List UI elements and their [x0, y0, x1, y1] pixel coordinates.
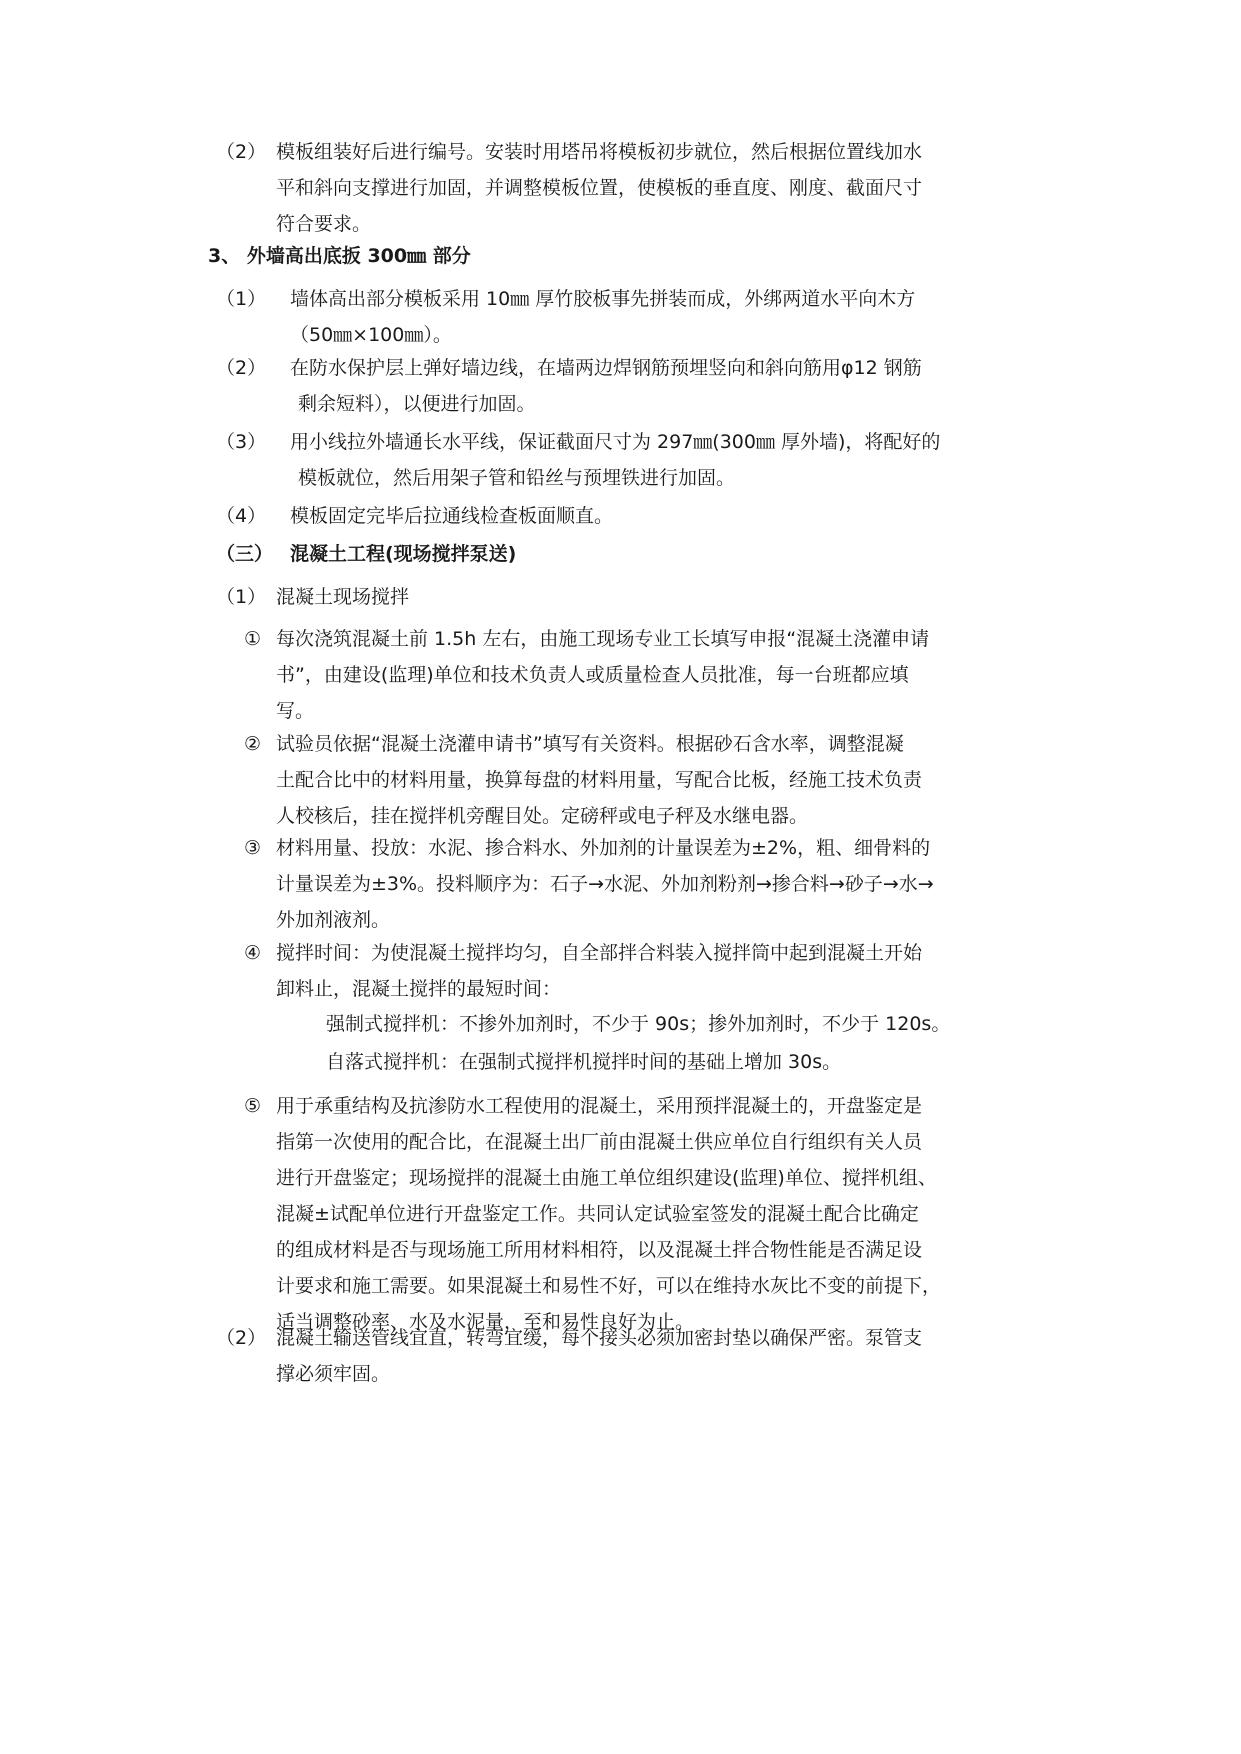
paragraph-mixing-time — [276, 935, 942, 1007]
paragraph-wall-line — [290, 350, 942, 422]
text-line: 材料用量、投放：水泥、掺合料水、外加剂的计量误差为±2%，粗、细骨料的 — [276, 837, 931, 859]
paragraph-material-dosage — [276, 830, 942, 938]
text-line: 每次浇筑混凝土前 1.5h 左右，由施工现场专业工长填写申报“混凝土浇灌申请 — [276, 628, 930, 650]
text-line: 模板就位，然后用架子管和铅丝与预埋铁进行加固。 — [298, 467, 736, 489]
text-line: 剩余短料），以便进行加固。 — [298, 393, 536, 415]
text-line: 模板固定完毕后拉通线检查板面顺直。 — [290, 505, 614, 527]
paragraph-pour-application — [276, 621, 942, 729]
paragraph-template-check — [290, 498, 942, 534]
text-line: 计要求和施工需要。如果混凝土和易性不好，可以在维持水灰比不变的前提下， — [276, 1275, 942, 1297]
text-line: 计量误差为±3%。投料顺序为：石子→水泥、外加剂粉剂→掺合料→砂子→水→ — [276, 873, 934, 895]
text-line: 平和斜向支撑进行加固，并调整模板位置，使模板的垂直度、刚度、截面尺寸 — [276, 177, 923, 199]
text-line: 书”，由建设(监理)单位和技术负责人或质量检查人员批准，每一台班都应填 — [276, 664, 909, 686]
text-line: 墙体高出部分模板采用 10㎜ 厚竹胶板事先拼装而成，外绑两道水平向木方 — [290, 288, 916, 310]
text-line: 指第一次使用的配合比，在混凝土出厂前由混凝土供应单位自行组织有关人员 — [276, 1131, 923, 1153]
paragraph-tester — [276, 726, 942, 834]
text-line: 的组成材料是否与现场施工所用材料相符，以及混凝土拌合物性能是否满足设 — [276, 1239, 923, 1261]
text-line: 在防水保护层上弹好墙边线，在墙两边焊钢筋预埋竖向和斜向筋用φ12 钢筋 — [290, 357, 922, 379]
text-line: 土配合比中的材料用量，换算每盘的材料用量，写配合比板，经施工技术负责 — [276, 769, 923, 791]
section-heading-concrete: 混凝土工程(现场搅拌泵送) — [290, 543, 517, 565]
text-line: 人校核后，挂在搅拌机旁醒目处。定磅秤或电子秤及水继电器。 — [276, 805, 809, 827]
circled-number: ② — [244, 733, 262, 755]
section-number: （三） — [216, 543, 274, 565]
text-line: 写。 — [276, 700, 315, 722]
section-heading-3: 3、 外墙高出底扳 300㎜ 部分 — [208, 245, 471, 267]
text-line: 搅拌时间：为使混凝土搅拌均匀，自全部拌合料装入搅拌筒中起到混凝土开始 — [276, 942, 923, 964]
text-line: 用于承重结构及抗渗防水工程使用的混凝土，采用预拌混凝土的，开盘鉴定是 — [276, 1095, 923, 1117]
paragraph-trial-mix — [276, 1088, 942, 1340]
paragraph-pump-pipe — [276, 1320, 942, 1392]
item-number: （4） — [216, 505, 267, 527]
mixing-time-forced: 强制式搅拌机：不掺外加剂时，不少于 90s；掺外加剂时，不少于 120s。 — [326, 1013, 951, 1035]
paragraph-horizontal-line — [290, 424, 942, 496]
item-number: （2） — [216, 357, 267, 379]
circled-number: ④ — [244, 942, 262, 964]
text-line: 卸料止，混凝土搅拌的最短时间： — [276, 978, 562, 1000]
text-line: 进行开盘鉴定；现场搅拌的混凝土由施工单位组织建设(监理)单位、搅拌机组、 — [276, 1167, 937, 1189]
text-line: 混凝土输送管线宜直，转弯宜缓，每个接头必须加密封垫以确保严密。泵管支 — [276, 1327, 923, 1349]
subsection-title: 混凝土现场搅拌 — [276, 586, 410, 608]
circled-number: ⑤ — [244, 1095, 262, 1117]
text-line: 符合要求。 — [276, 213, 372, 235]
text-line: 用小线拉外墙通长水平线，保证截面尺寸为 297㎜(300㎜ 厚外墙)，将配好的 — [290, 431, 941, 453]
text-line: 外加剂液剂。 — [276, 909, 391, 931]
paragraph-wall-template — [290, 281, 942, 353]
text-line: 模板组装好后进行编号。安装时用塔吊将模板初步就位，然后根据位置线加水 — [276, 141, 923, 163]
item-number: （3） — [216, 431, 267, 453]
text-line: 撑必须牢固。 — [276, 1363, 391, 1385]
item-number: （2） — [216, 1327, 267, 1349]
item-number: （2） — [216, 141, 267, 163]
text-line: 试验员依据“混凝土浇灌申请书”填写有关资料。根据砂石含水率，调整混凝 — [276, 733, 904, 755]
text-line: （50㎜×100㎜）。 — [290, 324, 452, 346]
circled-number: ③ — [244, 837, 262, 859]
text-line: 适当调整砂率、水及水泥量，至和易性良好为止。 — [276, 1311, 695, 1333]
mixing-time-free-fall: 自落式搅拌机：在强制式搅拌机搅拌时间的基础上增加 30s。 — [326, 1051, 842, 1073]
item-number: （1） — [216, 586, 267, 608]
paragraph-template-assembly — [276, 134, 942, 242]
text-line: 混凝±试配单位进行开盘鉴定工作。共同认定试验室签发的混凝土配合比确定 — [276, 1203, 919, 1225]
item-number: （1） — [216, 288, 267, 310]
circled-number: ① — [244, 628, 262, 650]
